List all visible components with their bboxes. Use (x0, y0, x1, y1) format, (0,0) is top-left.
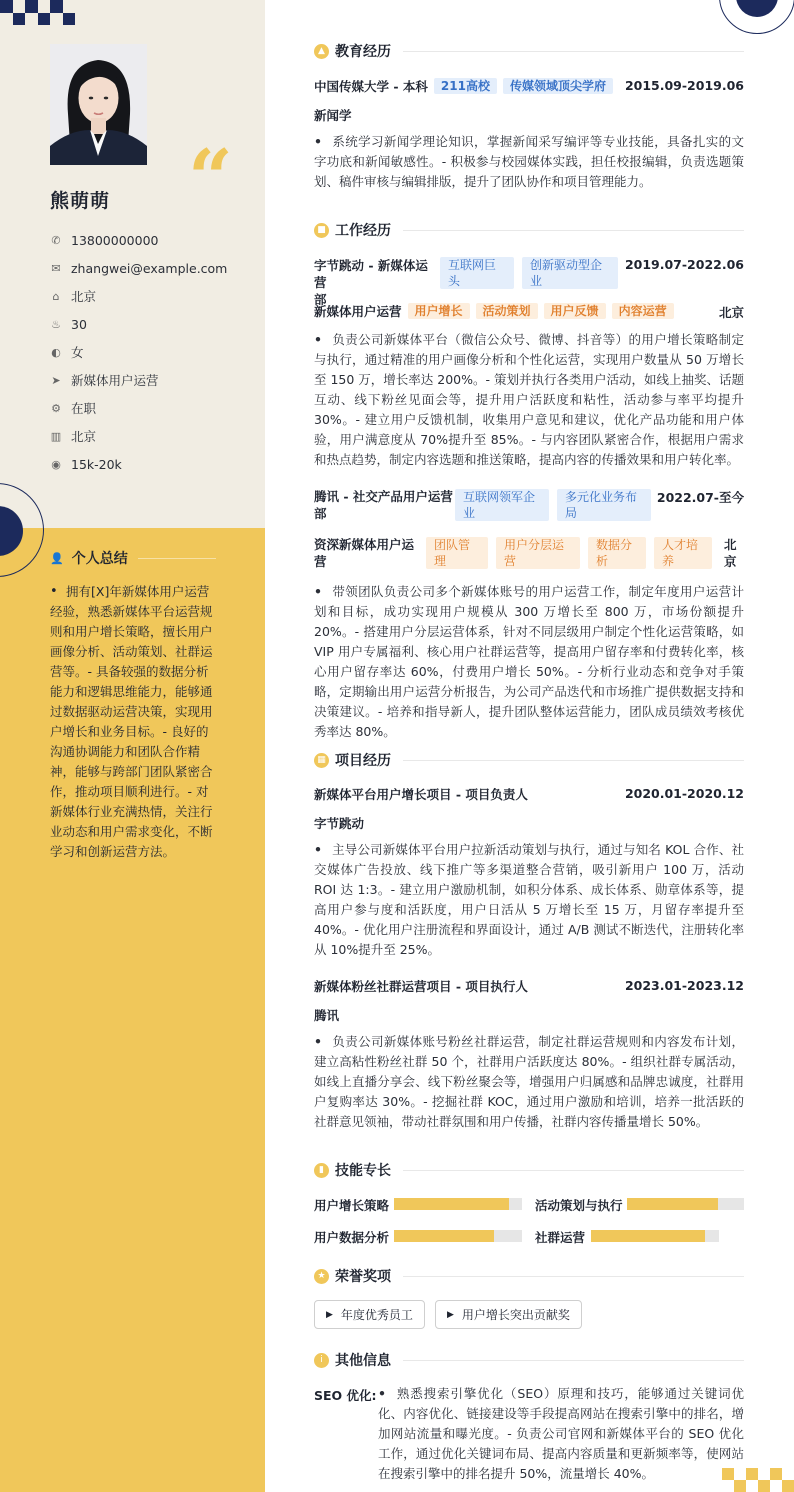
section-work-header: ■ 工作经历 (314, 220, 744, 240)
section-projects-header: ▦ 项目经历 (314, 750, 744, 770)
avatar (50, 44, 147, 165)
role-tag: 人才培养 (654, 537, 712, 569)
role-tag: 活动策划 (476, 303, 538, 319)
education-tag: 211高校 (434, 78, 497, 94)
info-salary: ◉ 15k-20k (51, 456, 122, 472)
info-icon: i (314, 1353, 329, 1368)
summary-text: • 拥有[X]年新媒体用户运营经验，熟悉新媒体平台运营规则和用户增长策略，擅长用户画像分析、活动策划、社群运营等。- 具备较强的数据分析能力和逻辑思维能力，能够通过数据驱动运营决策，实现用户增长和业务目标。- 良好的沟通协调能力和团队合作精神，能够与跨部门团队紧密合作，推动项目顺利进行。- 对新媒体行业充满热情，关注行业动态和用户需求变化，不断学习和创新运营方法。 (50, 582, 218, 862)
work-item-1-desc: • 负责公司新媒体平台（微信公众号、微博、抖音等）的用户增长策略制定与执行，通过精准的用户画像分析和个性化运营，实现用户数量从 50 万增长至 150 万，增长率达 200%。- 策划并执行各类用户活动，如线上抽奖、话题互动、线下粉丝见面会等，提升用户活跃度和粘性，活动参与率平均提升 30%。- 建立用户反馈机制，收集用户意见和建议，优化产品功能和用户体验，用户满意度从 70%提升至 85%。- 与内容团队紧密合作，根据用户需求和热点趋势，制定内容选题和推送策略，提高内容的传播效果和用户转化率。 (314, 332, 745, 467)
cake-icon: ♨ (51, 317, 61, 331)
project-2-desc: • 负责公司新媒体账号粉丝社群运营，制定社群运营规则和内容发布计划，建立高粘性粉丝社群 50 个，社群用户活跃度达 80%。- 组织社群专属活动，如线上直播分享会、线下粉丝聚会等，增强用户归属感和品牌忠诚度，社群用户复购率达 30%。- 挖掘社群 KOC，通过用户激励和培训，培养一批活跃的社群意见领袖，带动社群氛围和用户传播，社群内容传播量增长 50%。 (314, 1034, 744, 1129)
award-badge: ▶ 用户增长突出贡献奖 (435, 1300, 582, 1329)
work-item-1-city: 北京 (718, 305, 744, 320)
phone-icon: ✆ (51, 233, 61, 247)
role-tag: 用户反馈 (544, 303, 606, 319)
info-email: ✉ zhangwei@example.com (51, 260, 228, 276)
skill-bar (394, 1230, 522, 1242)
other-desc: • 熟悉搜索引擎优化（SEO）原理和技巧，能够通过关键词优化、内容优化、链接建设等手段提高网站在搜索引擎中的排名，增加网站流量和曝光度。- 负责公司官网和新媒体平台的 SEO 优化工作，通过优化关键词布局、提高内容质量和更新频率等，使网站在搜索引擎中的排名提升 50%，流量增长 40%。 (378, 1386, 744, 1481)
skill-bar (627, 1198, 744, 1210)
education-desc: • 系统学习新闻学理论知识，掌握新闻采写编评等专业技能，具备扎实的文字功底和新闻敏感性。- 积极参与校园媒体实践，担任校报编辑，负责选题策划、稿件审核与编辑排版，提升了团队协作和项目管理能力。 (314, 134, 744, 189)
gear-icon: ⚙ (51, 401, 61, 415)
info-age: ♨ 30 (51, 316, 87, 332)
info-target-city: ▥ 北京 (50, 429, 97, 444)
work-item-2-date: 2022.07-至今 (656, 490, 744, 505)
info-target-position: ➤ 新媒体用户运营 (51, 373, 159, 388)
gender-icon: ◐ (51, 345, 61, 359)
grid-icon: ▦ (314, 753, 329, 768)
project-1-header: 新媒体平台用户增长项目 - 项目负责人 2020.01-2020.12 (314, 786, 744, 802)
company-tag: 多元化业务布局 (557, 489, 651, 521)
role-tag: 内容运营 (612, 303, 674, 319)
profile-name: 熊萌萌 (50, 190, 111, 212)
education-major: 新闻学 (314, 108, 352, 123)
play-icon: ▶ (326, 1309, 333, 1320)
section-awards-header: ★ 荣誉奖项 (314, 1266, 744, 1286)
briefcase-icon: ■ (314, 223, 329, 238)
role-tag: 用户增长 (408, 303, 470, 319)
sidebar (0, 0, 265, 1492)
play-icon: ▶ (447, 1309, 454, 1320)
work-item-1-date: 2019.07-2022.06 (624, 257, 744, 272)
project-1-desc: • 主导公司新媒体平台用户拉新活动策划与执行，通过与知名 KOL 合作、社交媒体广告投放、线下推广等多渠道整合营销，吸引新用户 100 万，活动 ROI 达 1:3。- 建立用户激励机制，如积分体系、成长体系、勋章体系等，提高用户参与度和活跃度，用户日活从 5 万增长至 15 万，月留存率提升至 40%。- 优化用户注册流程和界面设计，通过 A/B 测试不断迭代，注册转化率从 10%提升至 25%。 (314, 842, 744, 957)
contact-info-list (50, 226, 227, 478)
project-2-header: 新媒体粉丝社群运营项目 - 项目执行人 2023.01-2023.12 (314, 978, 744, 994)
home-icon: ⌂ (52, 289, 60, 303)
section-education-header: ▲ 教育经历 (314, 41, 744, 61)
info-phone: ✆ 13800000000 (51, 232, 159, 248)
role-tag: 数据分析 (588, 537, 646, 569)
skill-label: 社群运营 (535, 1230, 586, 1245)
role-tag: 团队管理 (426, 537, 488, 569)
info-location: ⌂ 北京 (50, 282, 227, 310)
work-item-1-header: 字节跳动 - 新媒体运营 部 互联网巨头 创新驱动型企业 2019.07-2022.06 (314, 257, 744, 307)
section-skills-header: ▮ 技能专长 (314, 1160, 744, 1180)
project-1-org: 字节跳动 (314, 816, 365, 831)
education-date: 2015.09-2019.06 (624, 78, 744, 93)
trophy-icon: ★ (314, 1269, 329, 1284)
work-item-2-header: 腾讯 - 社交产品用户运营 部 互联网领军企业 多元化业务布局 2022.07-至今 (314, 489, 744, 521)
work-item-2-desc: • 带领团队负责公司多个新媒体账号的用户运营工作，制定年度用户运营计划和目标，成功实现用户规模从 300 万增长至 800 万，市场份额提升 20%。- 搭建用户分层运营体系，针对不同层级用户制定个性化运营策略，如 VIP 用户专属福利、核心用户社群运营等，提高用户留存率和付费转化率，核心用户留存率达 60%，付费用户增长 50%。- 分析行业动态和竞争对手策略，定期输出用户运营分析报告，为公司产品迭代和市场推广提供数据支持和决策建议。- 培养和指导新人，提升团队整体运营能力，团队成员绩效考核优秀率达 80%。 (314, 584, 744, 739)
info-status: ⚙ 在职 (51, 401, 97, 416)
education-row (314, 78, 744, 95)
other-label: SEO 优化: (314, 1388, 377, 1403)
work-item-1-role: 新媒体用户运营 用户增长 活动策划 用户反馈 内容运营 北京 (314, 304, 744, 320)
company-tag: 互联网巨头 (440, 257, 514, 289)
bar-chart-icon: ▮ (314, 1163, 329, 1178)
graduation-cap-icon: ▲ (314, 44, 329, 59)
education-tag: 传媒领域顶尖学府 (503, 78, 613, 94)
user-icon: 👤 (50, 551, 64, 565)
section-other-header: i 其他信息 (314, 1350, 744, 1370)
mail-icon: ✉ (51, 261, 61, 275)
skill-bar (394, 1198, 522, 1210)
skill-label: 用户数据分析 (314, 1230, 390, 1245)
company-tag: 创新驱动型企业 (522, 257, 618, 289)
project-2-org: 腾讯 (314, 1008, 340, 1023)
coin-icon: ◉ (51, 457, 61, 471)
summary-header: 👤 个人总结 (50, 548, 216, 568)
company-tag: 互联网领军企业 (455, 489, 549, 521)
info-gender: ◐ 女 (51, 345, 84, 360)
quote-icon: “ (188, 133, 233, 224)
work-item-2-city: 北京 (724, 537, 737, 569)
skill-bar (591, 1230, 719, 1242)
skill-label: 用户增长策略 (314, 1198, 390, 1213)
checker-decoration (0, 0, 80, 26)
role-tag: 用户分层运营 (496, 537, 580, 569)
award-badge: ▶ 年度优秀员工 (314, 1300, 425, 1329)
education-school: 中国传媒大学 - 本科 (314, 79, 428, 94)
work-item-2-role: 资深新媒体用户运 营 团队管理 用户分层运营 数据分析 人才培养 北京 (314, 536, 744, 570)
circle-decoration-top-right (719, 0, 794, 34)
send-icon: ➤ (51, 373, 61, 387)
skill-label: 活动策划与执行 (535, 1198, 623, 1213)
building-icon: ▥ (50, 429, 62, 443)
